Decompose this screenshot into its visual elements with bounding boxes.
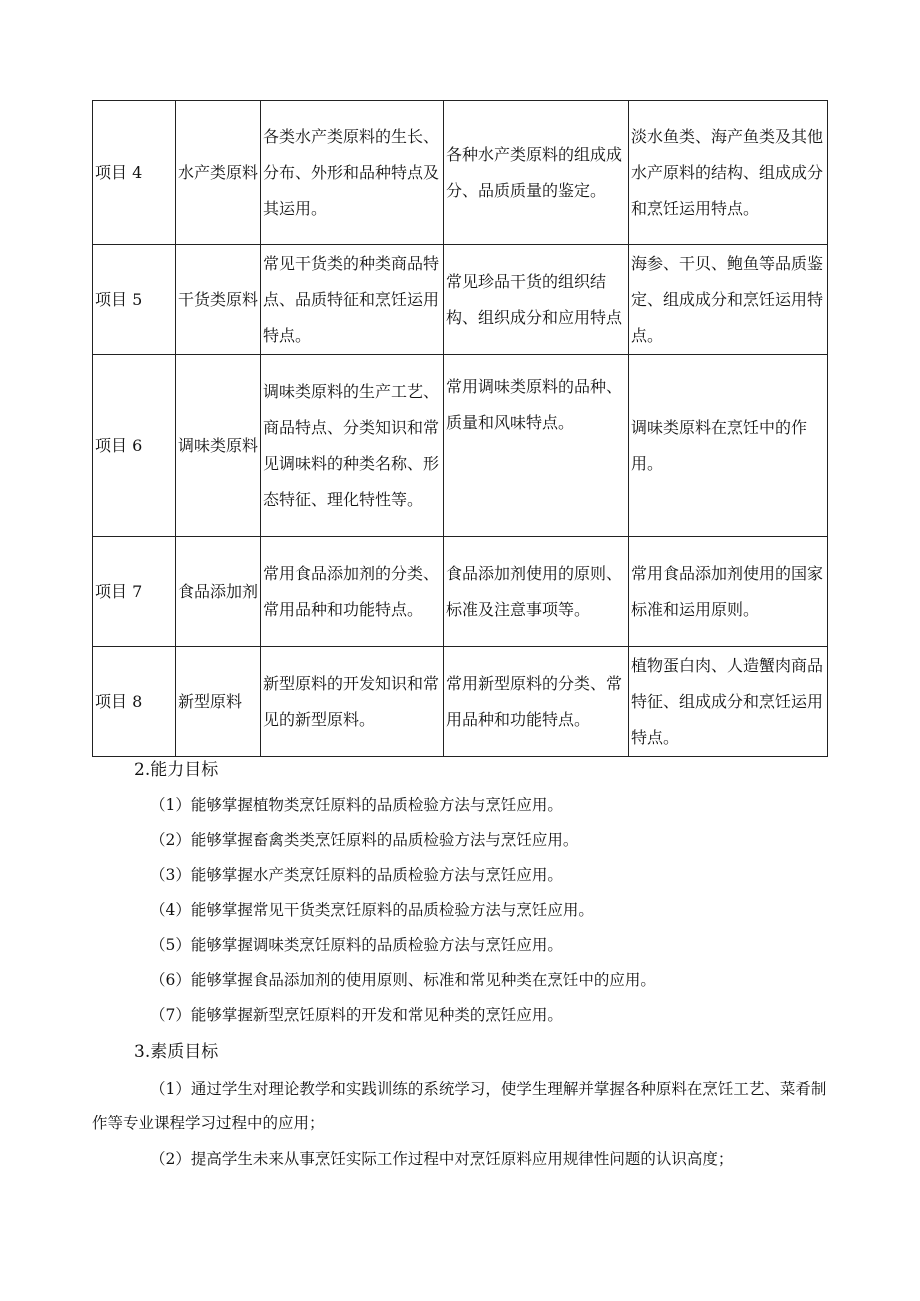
table-row [93,245,828,355]
project-cell: 项目 6 [93,355,176,537]
quality-goal-paragraph [92,1072,828,1140]
ability-item: （2）能够掌握畜禽类类烹饪原料的品质检验方法与烹饪应用。 [150,831,579,849]
ability-item: （1）能够掌握植物类烹饪原料的品质检验方法与烹饪应用。 [150,796,563,814]
ability-item: （3）能够掌握水产类烹饪原料的品质检验方法与烹饪应用。 [150,866,563,884]
category-cell: 调味类原料 [176,355,261,537]
project-cell: 项目 8 [93,647,176,757]
quality-goal-text: （2）提高学生未来从事烹饪实际工作过程中对烹饪原料应用规律性问题的认识高度； [150,1150,734,1168]
category-cell: 干货类原料 [176,245,261,355]
project-cell: 项目 7 [93,537,176,647]
project-cell: 项目 5 [93,245,176,355]
application-cell: 调味类原料在烹饪中的作用。 [629,355,828,537]
application-cell: 常用食品添加剂使用的国家标准和运用原则。 [629,537,828,647]
content-cell: 常用食品添加剂的分类、常用品种和功能特点。 [261,537,444,647]
application-cell: 淡水鱼类、海产鱼类及其他水产原料的结构、组成成分和烹饪运用特点。 [629,101,828,245]
quality-goal-paragraph [92,1142,828,1176]
table-row [93,355,828,537]
application-cell: 植物蛋白肉、人造蟹肉商品特征、组成成分和烹饪运用特点。 [629,647,828,757]
ability-item: （4）能够掌握常见干货类烹饪原料的品质检验方法与烹饪应用。 [150,901,594,919]
table-row [93,537,828,647]
ability-item: （7）能够掌握新型烹饪原料的开发和常见种类的烹饪应用。 [150,1006,563,1024]
quality-cell: 各种水产类原料的组成成分、品质质量的鉴定。 [444,101,629,245]
content-cell: 新型原料的开发知识和常见的新型原料。 [261,647,444,757]
ability-heading: 2.能力目标 [134,760,219,780]
ability-item: （6）能够掌握食品添加剂的使用原则、标准和常见种类在烹饪中的应用。 [150,971,656,989]
content-cell: 各类水产类原料的生长、分布、外形和品种特点及其运用。 [261,101,444,245]
ability-item: （5）能够掌握调味类烹饪原料的品质检验方法与烹饪应用。 [150,936,563,954]
category-cell: 食品添加剂 [176,537,261,647]
content-cell: 常见干货类的种类商品特点、品质特征和烹饪运用特点。 [261,245,444,355]
quality-cell: 常用调味类原料的品种、质量和风味特点。 [444,355,629,537]
application-cell: 海参、干贝、鲍鱼等品质鉴定、组成成分和烹饪运用特点。 [629,245,828,355]
category-cell: 水产类原料 [176,101,261,245]
quality-cell: 常见珍品干货的组织结构、组织成分和应用特点 [444,245,629,355]
table-row [93,647,828,757]
curriculum-table [92,100,828,757]
category-cell: 新型原料 [176,647,261,757]
quality-cell: 食品添加剂使用的原则、标准及注意事项等。 [444,537,629,647]
quality-cell: 常用新型原料的分类、常用品种和功能特点。 [444,647,629,757]
table-row [93,101,828,245]
content-cell: 调味类原料的生产工艺、商品特点、分类知识和常见调味料的种类名称、形态特征、理化特性等。 [261,355,444,537]
quality-goal-heading: 3.素质目标 [134,1042,219,1062]
project-cell: 项目 4 [93,101,176,245]
quality-goal-text: （1）通过学生对理论教学和实践训练的系统学习，使学生理解并掌握各种原料在烹饪工艺、菜肴制作等专业课程学习过程中的应用； [92,1080,827,1132]
